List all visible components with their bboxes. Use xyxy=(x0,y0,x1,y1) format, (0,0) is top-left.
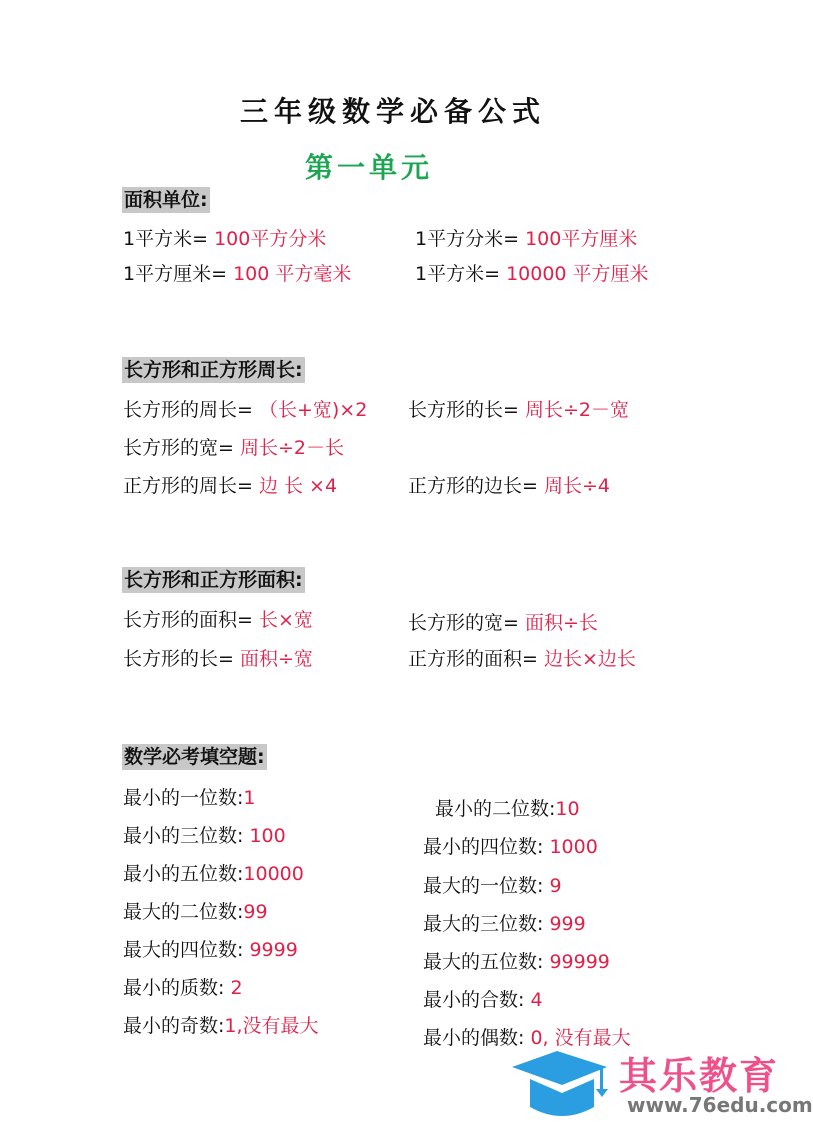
formula-label: 最小的一位数: xyxy=(123,787,244,809)
formula-line xyxy=(423,988,543,1012)
formula-value: 10 xyxy=(555,798,580,820)
formula-line xyxy=(123,862,304,886)
formula-line xyxy=(123,262,351,286)
formula-label: 长方形的宽= xyxy=(123,437,240,459)
formula-value: 面积÷长 xyxy=(524,612,598,634)
formula-label: 1平方米= xyxy=(415,263,507,285)
formula-label: 最大的三位数: xyxy=(423,913,550,935)
formula-value: 9999 xyxy=(249,939,298,961)
formula-line xyxy=(123,938,298,962)
formula-value: 周长÷2－宽 xyxy=(524,399,629,421)
watermark-logo xyxy=(512,1045,813,1122)
section-heading: 长方形和正方形周长: xyxy=(124,359,303,381)
formula-label: 长方形的周长= xyxy=(123,399,259,421)
formula-value: 周长÷2－长 xyxy=(239,437,344,459)
formula-line xyxy=(435,797,580,821)
formula-value: 0, 没有最大 xyxy=(530,1027,631,1049)
formula-line xyxy=(123,1014,319,1038)
formula-label: 最小的三位数: xyxy=(123,825,250,847)
formula-label: 最大的四位数: xyxy=(123,939,250,961)
formula-value: 10000 xyxy=(243,863,304,885)
formula-label: 长方形的面积= xyxy=(123,609,259,631)
formula-line xyxy=(123,398,367,422)
formula-value: 1000 xyxy=(549,836,598,858)
formula-label: 最大的五位数: xyxy=(423,951,550,973)
formula-value: 1,没有最大 xyxy=(224,1015,319,1037)
formula-value: 4 xyxy=(530,989,543,1011)
formula-value: 999 xyxy=(549,913,586,935)
formula-line xyxy=(123,976,243,1000)
formula-line xyxy=(408,398,629,422)
formula-label: 正方形的面积= xyxy=(408,648,544,670)
formula-line xyxy=(423,950,610,974)
formula-value: 2 xyxy=(230,977,243,999)
section-heading: 面积单位: xyxy=(124,189,208,211)
formula-line xyxy=(423,912,586,936)
formula-value: 100平方分米 xyxy=(214,228,327,250)
formula-label: 最小的偶数: xyxy=(423,1027,531,1049)
formula-label: 最小的二位数: xyxy=(435,798,556,820)
formula-label: 正方形的边长= xyxy=(408,475,544,497)
graduation-cap-icon xyxy=(512,1045,612,1122)
logo-url: www.76edu.com xyxy=(627,1093,813,1117)
formula-label: 最小的合数: xyxy=(423,989,531,1011)
formula-value: 99 xyxy=(243,901,268,923)
formula-value: （长+宽)×2 xyxy=(258,399,368,421)
formula-line xyxy=(408,474,610,498)
formula-label: 1平方米= xyxy=(123,228,215,250)
unit-title: 第一单元 xyxy=(305,151,434,184)
formula-value: 100平方厘米 xyxy=(525,228,638,250)
formula-value: 10000 平方厘米 xyxy=(506,263,649,285)
formula-line xyxy=(123,786,256,810)
formula-label: 长方形的宽= xyxy=(408,612,525,634)
formula-value: 1 xyxy=(243,787,256,809)
formula-line xyxy=(423,835,598,859)
formula-value: 9 xyxy=(549,875,562,897)
formula-line xyxy=(123,824,286,848)
formula-value: 边长×边长 xyxy=(543,648,636,670)
formula-value: 周长÷4 xyxy=(543,475,610,497)
formula-value: 100 xyxy=(249,825,286,847)
formula-line xyxy=(408,611,598,635)
formula-line xyxy=(123,608,313,632)
formula-label: 最大的一位数: xyxy=(423,875,550,897)
formula-label: 正方形的周长= xyxy=(123,475,259,497)
formula-line xyxy=(408,647,636,671)
formula-line xyxy=(415,227,637,251)
formula-line xyxy=(123,436,344,460)
formula-value: 边 长 ×4 xyxy=(258,475,338,497)
formula-value: 100 平方毫米 xyxy=(233,263,352,285)
formula-label: 最小的五位数: xyxy=(123,863,244,885)
formula-label: 长方形的长= xyxy=(408,399,525,421)
formula-label: 最小的质数: xyxy=(123,977,231,999)
formula-line xyxy=(415,262,649,286)
logo-name: 其乐教育 xyxy=(619,1054,780,1098)
formula-label: 1平方分米= xyxy=(415,228,526,250)
formula-value: 99999 xyxy=(549,951,610,973)
formula-line xyxy=(123,227,326,251)
formula-label: 长方形的长= xyxy=(123,648,240,670)
page-title: 三年级数学必备公式 xyxy=(240,95,547,128)
section-heading: 长方形和正方形面积: xyxy=(124,569,303,591)
formula-label: 最小的四位数: xyxy=(423,836,550,858)
formula-label: 1平方厘米= xyxy=(123,263,234,285)
formula-value: 长×宽 xyxy=(258,609,313,631)
formula-line xyxy=(123,647,313,671)
formula-label: 最大的二位数: xyxy=(123,901,244,923)
formula-line xyxy=(423,874,562,898)
formula-value: 面积÷宽 xyxy=(239,648,313,670)
formula-line xyxy=(123,474,337,498)
formula-line xyxy=(123,900,268,924)
formula-label: 最小的奇数: xyxy=(123,1015,225,1037)
section-heading: 数学必考填空题: xyxy=(124,746,265,768)
